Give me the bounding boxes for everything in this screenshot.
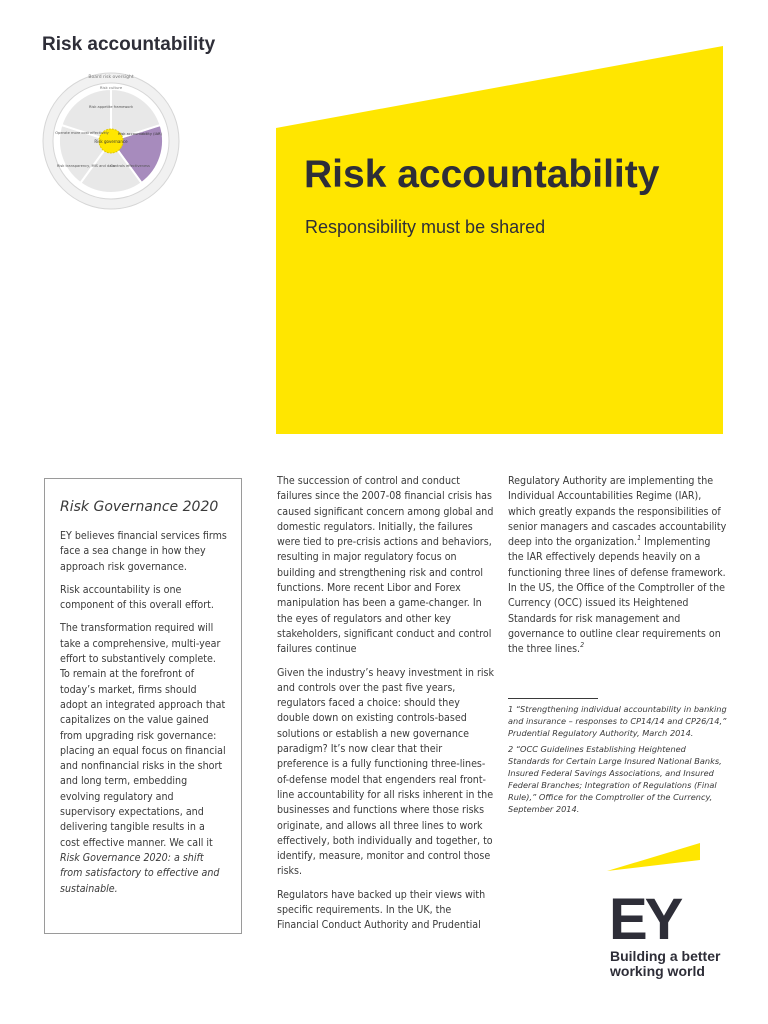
hero-yellow-panel (276, 46, 723, 434)
body-paragraph-4 (508, 474, 728, 658)
wheel-label-controls: Controls effectiveness (110, 164, 150, 168)
footnote-divider (508, 698, 598, 699)
ey-logo-beam (607, 843, 700, 871)
body-column-1 (277, 474, 495, 942)
footnote-ref-2: 2 (580, 641, 585, 650)
body-column-2 (508, 474, 728, 666)
wheel-label-cost: Operate more cost effectively (55, 131, 109, 135)
body-paragraph-4b: Implementing the IAR effectively depends heavily on a functioning three lines of defense framework. In the US, the Office of the Comptroller of the Currency (OCC) issued its Heightened Standards for risk management and governance to outline clear requirements on the three lines. (508, 536, 726, 656)
wheel-label-appetite: Risk appetite framework (88, 105, 134, 109)
brand-tagline: Building a better working world (610, 948, 721, 979)
risk-governance-wheel (42, 70, 180, 212)
sidebar-paragraph-1: EY believes financial services firms face a sea change in how they approach risk governance. (60, 530, 227, 573)
body-paragraph-2: Given the industry’s heavy investment in risk and controls over the past five years, regulators faced a choice: should they double down on existing controls-based solutions or establish a new governance paradigm? It’s now clear that their preference is a fully functioning three-lines-of-defense model that engenders real front-line accountability for all risks inherent in the businesses and functions where those risks originate, and allows all three lines to work effectively, both individually and together, to identify, measure, monitor and control those risks. (277, 666, 494, 878)
wheel-ring-label: Risk culture (99, 85, 123, 90)
footnotes (508, 703, 728, 819)
body-paragraph-3: Regulators have backed up their views with specific requirements. In the UK, the Financial Conduct Authority and Prudential (277, 888, 486, 932)
footnote-1: 1 “Strengthening individual accountability in banking and insurance – responses to CP14/14 and CP26/14,” Prudential Regulatory Authority, March 2014. (508, 704, 727, 738)
ey-logo-text: EY (609, 887, 681, 941)
wheel-label-accountability: Risk accountability (IAR) (118, 132, 162, 136)
sidebar-paragraph-3-italic: Risk Governance 2020: a shift from satisfactory to effective and sustainable. (60, 851, 220, 895)
sidebar-paragraph-3-text: The transformation required will take a comprehensive, multi-year effort to substantively complete. To remain at the forefront of today’s market, firms should adopt an integrated approach that capitalizes on the value gained from upgrading risk governance: placing an equal focus on financial and nonfinancial risks in the short and long term, embedding evolving regulatory and supervisory expectations, and delivering tangible results in a cost effective manner. We call it (60, 622, 226, 849)
footnote-ref-1: 1 (637, 534, 642, 543)
page-header-title: Risk accountability (42, 34, 216, 55)
hero-subtitle: Responsibility must be shared (305, 217, 546, 237)
sidebar-title: Risk Governance 2020 (60, 499, 219, 515)
wheel-label-transparency: Risk transparency, MIS and data (56, 164, 116, 168)
wheel-outer-label: Board risk oversight (88, 75, 134, 80)
ey-logo (607, 843, 727, 941)
hero-title: Risk accountability (304, 153, 660, 196)
body-paragraph-4a: Regulatory Authority are implementing the Individual Accountabilities Regime (IAR), which greatly expands the responsibilities of senior managers and cascades accountability deep into the organization. (508, 475, 727, 549)
sidebar-box (44, 478, 242, 934)
wheel-center-label: Risk governance (94, 139, 128, 144)
sidebar-paragraph-2: Risk accountability is one component of this overall effort. (60, 583, 214, 612)
footnote-2: 2 “OCC Guidelines Establishing Heightened Standards for Certain Large Insured National Banks, Insured Federal Savings Associations, and Insured Federal Branches; Integration of Regulations (Final Rule),” Office for the Comptroller of the Currency, September 2014. (508, 744, 722, 814)
body-paragraph-1: The succession of control and conduct failures since the 2007-08 financial crisis has caused significant concern among global and domestic regulators. Initially, the failures were tied to pre-crisis actions and behaviors, resulting in major regulatory focus on building and strengthening risk and control functions. More recent Libor and Forex manipulation has been a game-changer. In the eyes of regulators and other key stakeholders, significant conduct and control failures continue (277, 475, 494, 656)
sidebar-paragraph-3 (60, 621, 227, 896)
